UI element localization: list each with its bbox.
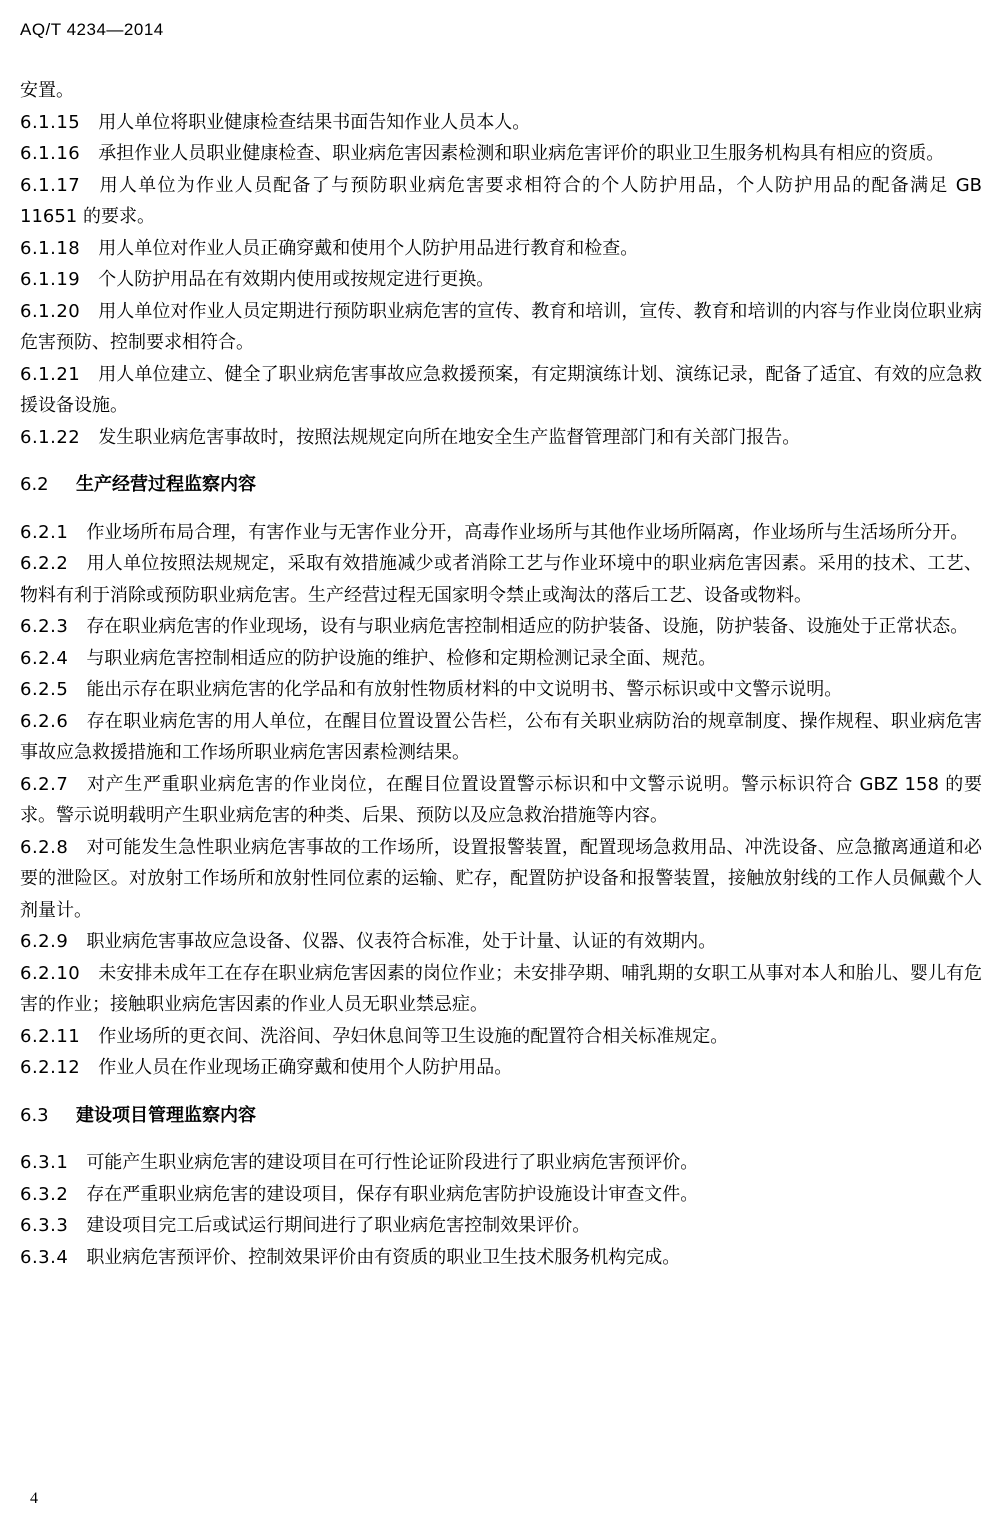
clause-number: 6.1.15 (20, 111, 81, 133)
clause (20, 643, 982, 675)
clause-text: 承担作业人员职业健康检查、职业病危害因素检测和职业病危害评价的职业卫生服务机构具有相应的资质。 (98, 143, 945, 164)
clause-number: 6.2.9 (20, 931, 69, 952)
clause-number: 6.2.6 (20, 710, 69, 732)
clause-text: 用人单位按照法规规定，采取有效措施减少或者消除工艺与作业环境中的职业病危害因素。采用的技术、工艺、物料有利于消除或预防职业病危害。生产经营过程无国家明令禁止或淘汰的落后工艺、设备或物料。 (20, 553, 982, 606)
clause-number: 6.2.4 (20, 647, 69, 669)
clause-text: 建设项目完工后或试运行期间进行了职业病危害控制效果评价。 (86, 1215, 591, 1236)
clause-number: 6.3.4 (20, 1246, 69, 1268)
clause-number: 6.2.1 (20, 521, 69, 543)
clause-text: 未安排未成年工在存在职业病危害因素的岗位作业；未安排孕期、哺乳期的女职工从事对本人和胎儿、婴儿有危害的作业；接触职业病危害因素的作业人员无职业禁忌症。 (20, 962, 982, 1015)
section-6-2-list (20, 517, 982, 1084)
clause-number: 6.2.10 (20, 962, 81, 984)
clause-text: 对可能发生急性职业病危害事故的工作场所，设置报警装置，配置现场急救用品、冲洗设备、应急撤离通道和必要的泄险区。对放射工作场所和放射性同位素的运输、贮存，配置防护设备和报警装置，接触放射线的工作人员佩戴个人剂量计。 (20, 836, 982, 921)
clause-text: 作业场所的更衣间、洗浴间、孕妇休息间等卫生设施的配置符合相关标准规定。 (98, 1025, 729, 1047)
clause-text: 职业病危害事故应急设备、仪器、仪表符合标准，处于计量、认证的有效期内。 (86, 931, 717, 952)
page-number: 4 (30, 1490, 38, 1507)
clause-number: 6.2.12 (20, 1057, 81, 1078)
clause-number: 6.1.22 (20, 426, 81, 448)
clause (20, 1242, 982, 1274)
clause-text: 与职业病危害控制相适应的防护设施的维护、检修和定期检测记录全面、规范。 (86, 647, 717, 669)
clause (20, 233, 982, 265)
clause (20, 517, 982, 549)
section-title: 生产经营过程监察内容 (76, 474, 256, 495)
clause (20, 138, 982, 170)
clause-text: 用人单位将职业健康检查结果书面告知作业人员本人。 (98, 111, 531, 133)
document-code: AQ/T 4234—2014 (20, 20, 164, 39)
section-heading-6-2 (20, 469, 982, 501)
clause (20, 674, 982, 706)
clause-text: 作业人员在作业现场正确穿戴和使用个人防护用品。 (98, 1057, 513, 1078)
clause-number: 6.1.19 (20, 269, 81, 290)
clause-text: 作业场所布局合理，有害作业与无害作业分开，高毒作业场所与其他作业场所隔离，作业场所与生活场所分开。 (86, 521, 969, 543)
clause-text: 存在严重职业病危害的建设项目，保存有职业病危害防护设施设计审查文件。 (86, 1183, 699, 1205)
clause-text: 能出示存在职业病危害的化学品和有放射性物质材料的中文说明书、警示标识或中文警示说明。 (86, 679, 843, 700)
clause (20, 296, 982, 359)
clause-text: 用人单位对作业人员定期进行预防职业病危害的宣传、教育和培训，宣传、教育和培训的内容与作业岗位职业病危害预防、控制要求相符合。 (20, 300, 982, 353)
page-content (20, 75, 982, 1273)
clause-text: 对产生严重职业病危害的作业岗位，在醒目位置设置警示标识和中文警示说明。警示标识符合 GBZ 158 的要求。警示说明载明产生职业病危害的种类、后果、预防以及应急救治措施等内容。 (20, 773, 982, 826)
clause-number: 6.2.3 (20, 616, 69, 637)
clause-text: 用人单位建立、健全了职业病危害事故应急救援预案，有定期演练计划、演练记录，配备了适宜、有效的应急救援设备设施。 (20, 363, 982, 416)
clause-number: 6.1.20 (20, 300, 81, 322)
clause (20, 548, 982, 611)
clause (20, 1179, 982, 1211)
clause-text: 可能产生职业病危害的建设项目在可行性论证阶段进行了职业病危害预评价。 (86, 1152, 699, 1173)
clause (20, 706, 982, 769)
clause-text: 发生职业病危害事故时，按照法规规定向所在地安全生产监督管理部门和有关部门报告。 (98, 426, 801, 448)
clause-text: 存在职业病危害的用人单位，在醒目位置设置公告栏，公布有关职业病防治的规章制度、操作规程、职业病危害事故应急救援措施和工作场所职业病危害因素检测结果。 (20, 710, 982, 763)
clause-number: 6.2.5 (20, 679, 69, 700)
section-6-3-list (20, 1147, 982, 1273)
lead-text: 安置。 (20, 80, 74, 101)
clause (20, 611, 982, 643)
section-number: 6.2 (20, 474, 49, 495)
clause-number: 6.1.21 (20, 363, 81, 385)
clause (20, 107, 982, 139)
clause (20, 170, 982, 233)
clause-number: 6.3.1 (20, 1152, 69, 1173)
clause-text: 存在职业病危害的作业现场，设有与职业病危害控制相适应的防护装备、设施，防护装备、设施处于正常状态。 (86, 616, 969, 637)
clause (20, 958, 982, 1021)
clause-number: 6.2.11 (20, 1025, 81, 1047)
clause-text: 用人单位对作业人员正确穿戴和使用个人防护用品进行教育和检查。 (98, 237, 639, 259)
clause-number: 6.2.2 (20, 553, 69, 574)
section-number: 6.3 (20, 1104, 49, 1126)
clause-text: 个人防护用品在有效期内使用或按规定进行更换。 (98, 269, 495, 290)
clause-number: 6.1.17 (20, 174, 81, 196)
section-title: 建设项目管理监察内容 (76, 1104, 256, 1126)
clause (20, 1052, 982, 1084)
clause-text: 职业病危害预评价、控制效果评价由有资质的职业卫生技术服务机构完成。 (86, 1246, 681, 1268)
clause (20, 1210, 982, 1242)
clause-number: 6.3.2 (20, 1183, 69, 1205)
clause (20, 422, 982, 454)
clause (20, 832, 982, 927)
clause (20, 769, 982, 832)
clause (20, 1147, 982, 1179)
clause (20, 926, 982, 958)
clause-number: 6.1.16 (20, 143, 81, 164)
section-6-1-list (20, 107, 982, 454)
section-heading-6-3 (20, 1100, 982, 1132)
clause-number: 6.3.3 (20, 1215, 69, 1236)
clause (20, 359, 982, 422)
clause-number: 6.2.8 (20, 836, 69, 858)
clause-number: 6.1.18 (20, 237, 81, 259)
clause-text: 用人单位为作业人员配备了与预防职业病危害要求相符合的个人防护用品，个人防护用品的配备满足 GB 11651 的要求。 (20, 174, 982, 227)
clause-number: 6.2.7 (20, 773, 69, 795)
clause (20, 264, 982, 296)
clause (20, 1021, 982, 1053)
